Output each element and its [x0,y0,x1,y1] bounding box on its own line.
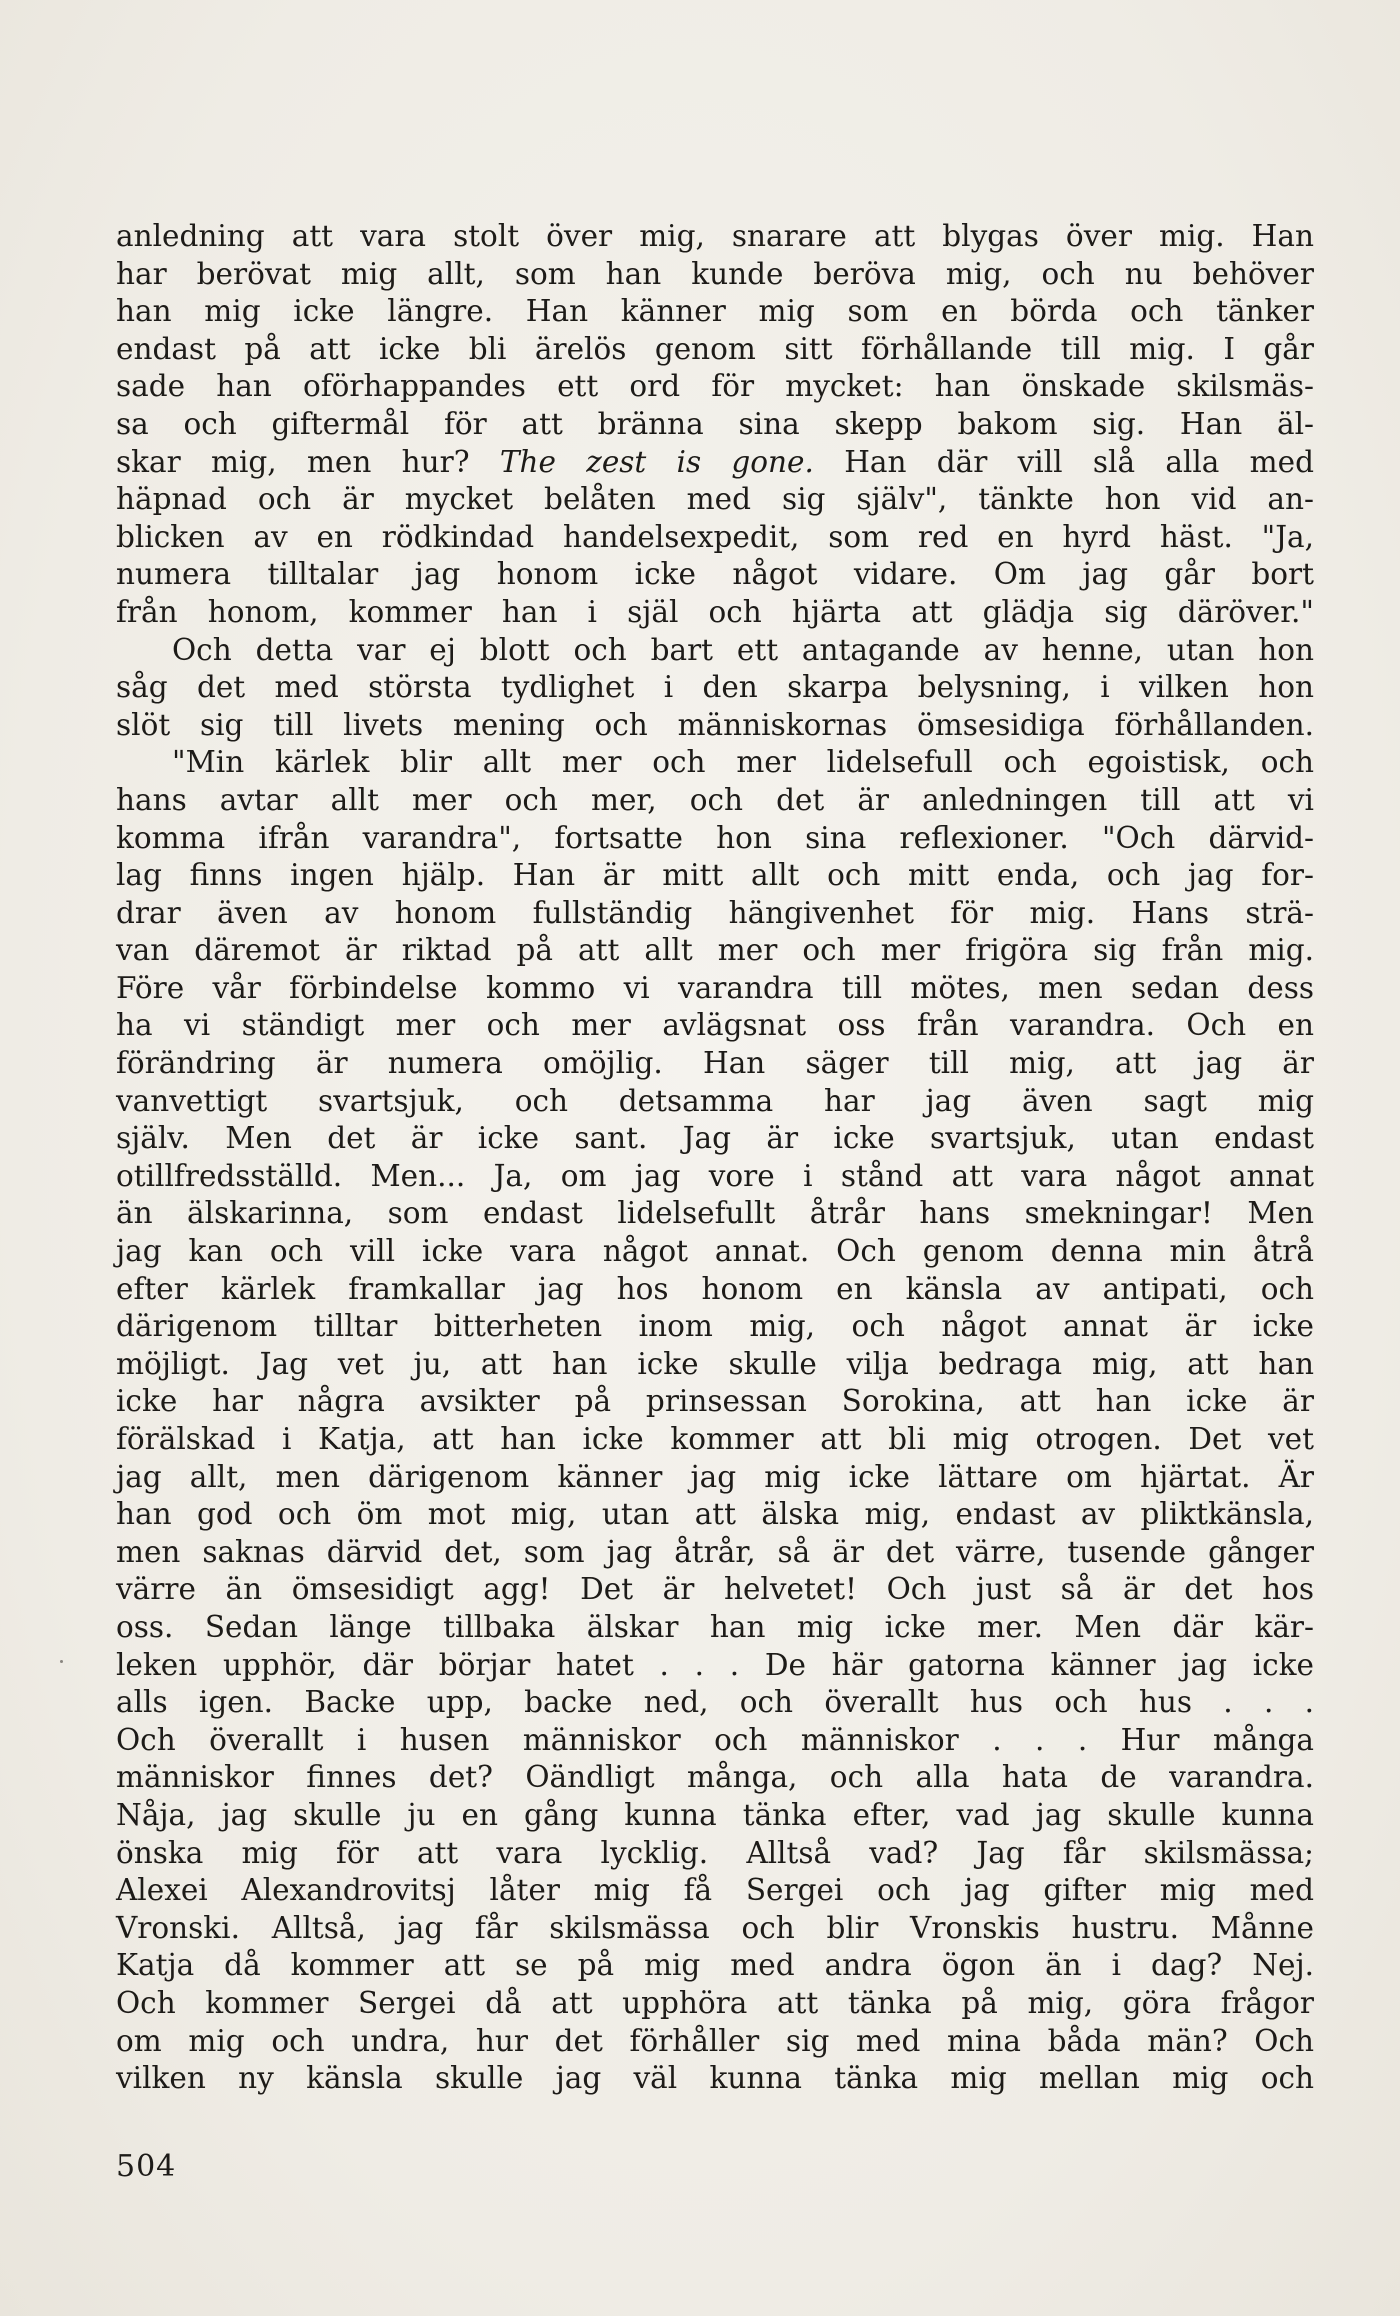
text-line: från honom, kommer han i själ och hjärta att glädja sig däröver." [116,594,1314,629]
body-text [116,218,1314,2098]
text-line: efter kärlek framkallar jag hos honom en känsla av antipati, och [116,1271,1314,1306]
text-line: värre än ömsesidigt agg! Det är helvetet! Och just så är det hos [116,1572,1314,1607]
text-line: sade han oförhappandes ett ord för mycket: han önskade skilsmäs- [116,369,1314,404]
text-line: slöt sig till livets mening och människornas ömsesidiga förhållanden. [116,707,1314,742]
text-line: Och överallt i husen människor och människor . . . Hur många [116,1722,1314,1757]
text-line: van däremot är riktad på att allt mer och mer frigöra sig från mig. [116,933,1314,968]
text-line: förändring är numera omöjlig. Han säger till mig, att jag är [116,1046,1314,1081]
text-line: vilken ny känsla skulle jag väl kunna tänka mig mellan mig och [116,2061,1314,2096]
page-number: 504 [116,2149,177,2184]
text-line: oss. Sedan länge tillbaka älskar han mig icke mer. Men där kär- [116,1609,1314,1644]
text-line: häpnad och är mycket belåten med sig själv", tänkte hon vid an- [116,482,1314,517]
text-line: anledning att vara stolt över mig, snarare att blygas över mig. Han [116,219,1314,253]
text-line: "Min kärlek blir allt mer och mer lidelsefull och egoistisk, och [172,745,1314,780]
text-line: människor finnes det? Oändligt många, och alla hata de varandra. [116,1760,1314,1795]
text-line: drar även av honom fullständig hängivenhet för mig. Hans strä- [116,895,1314,930]
text-line: Och detta var ej blott och bart ett antagande av henne, utan hon [172,632,1314,667]
text-line: ha vi ständigt mer och mer avlägsnat oss från varandra. Och en [116,1008,1314,1043]
text-line: såg det med största tydlighet i den skarpa belysning, i vilken hon [116,670,1314,705]
text-line: har berövat mig allt, som han kunde beröva mig, och nu behöver [116,256,1314,291]
text-line: därigenom tilltar bitterheten inom mig, och något annat är icke [116,1309,1314,1344]
text-line: Och kommer Sergei då att upphöra att tänka på mig, göra frågor [116,1985,1314,2020]
text-line: lag finns ingen hjälp. Han är mitt allt och mitt enda, och jag for- [116,858,1314,893]
text-line: Vronski. Alltså, jag får skilsmässa och blir Vronskis hustru. Månne [116,1910,1314,1945]
text-line: leken upphör, där börjar hatet . . . De här gatorna känner jag icke [116,1647,1314,1682]
text-line: han mig icke längre. Han känner mig som en börda och tänker [116,294,1314,329]
text-line: numera tilltalar jag honom icke något vidare. Om jag går bort [116,557,1314,592]
scan-speck [60,1660,63,1663]
text-line: Alexei Alexandrovitsj låter mig få Sergei och jag gifter mig med [116,1873,1314,1908]
text-line: jag allt, men därigenom känner jag mig icke lättare om hjärtat. Är [116,1459,1314,1494]
text-line: om mig och undra, hur det förhåller sig med mina båda män? Och [116,2023,1314,2058]
text-line: alls igen. Backe upp, backe ned, och överallt hus och hus . . . [116,1685,1314,1720]
text-line: men saknas därvid det, som jag åtrår, så är det värre, tusende gånger [116,1534,1314,1569]
text-line: jag kan och vill icke vara något annat. Och genom denna min åtrå [116,1234,1314,1269]
text-line: blicken av en rödkindad handelsexpedit, som red en hyrd häst. "Ja, [116,519,1314,554]
text-line: själv. Men det är icke sant. Jag är icke svartsjuk, utan endast [116,1121,1314,1156]
text-line: Före vår förbindelse kommo vi varandra till mötes, men sedan dess [116,970,1314,1005]
text-line: hans avtar allt mer och mer, och det är anledningen till att vi [116,782,1314,817]
text-line: möjligt. Jag vet ju, att han icke skulle vilja bedraga mig, att han [116,1346,1314,1381]
text-line: icke har några avsikter på prinsessan Sorokina, att han icke är [116,1384,1314,1419]
text-line: skar mig, men hur? The zest is gone. Han där vill slå alla med [116,444,1314,479]
italic-phrase: The zest is gone. [499,444,814,479]
text-line: vanvettigt svartsjuk, och detsamma har jag även sagt mig [116,1083,1314,1118]
text-line: Nåja, jag skulle ju en gång kunna tänka efter, vad jag skulle kunna [116,1797,1314,1832]
text-line: han god och öm mot mig, utan att älska mig, endast av pliktkänsla, [116,1497,1314,1532]
text-line: Katja då kommer att se på mig med andra ögon än i dag? Nej. [116,1948,1314,1983]
text-line: förälskad i Katja, att han icke kommer att bli mig otrogen. Det vet [116,1422,1314,1456]
text-line: komma ifrån varandra", fortsatte hon sina reflexioner. "Och därvid- [116,820,1314,855]
text-line: sa och giftermål för att bränna sina skepp bakom sig. Han äl- [116,406,1314,441]
text-line: önska mig för att vara lycklig. Alltså vad? Jag får skilsmässa; [116,1835,1314,1870]
text-line: än älskarinna, som endast lidelsefullt åtrår hans smekningar! Men [116,1196,1314,1231]
text-line: endast på att icke bli ärelös genom sitt förhållande till mig. I går [116,331,1314,366]
text-line: otillfredsställd. Men... Ja, om jag vore i stånd att vara något annat [116,1158,1314,1193]
